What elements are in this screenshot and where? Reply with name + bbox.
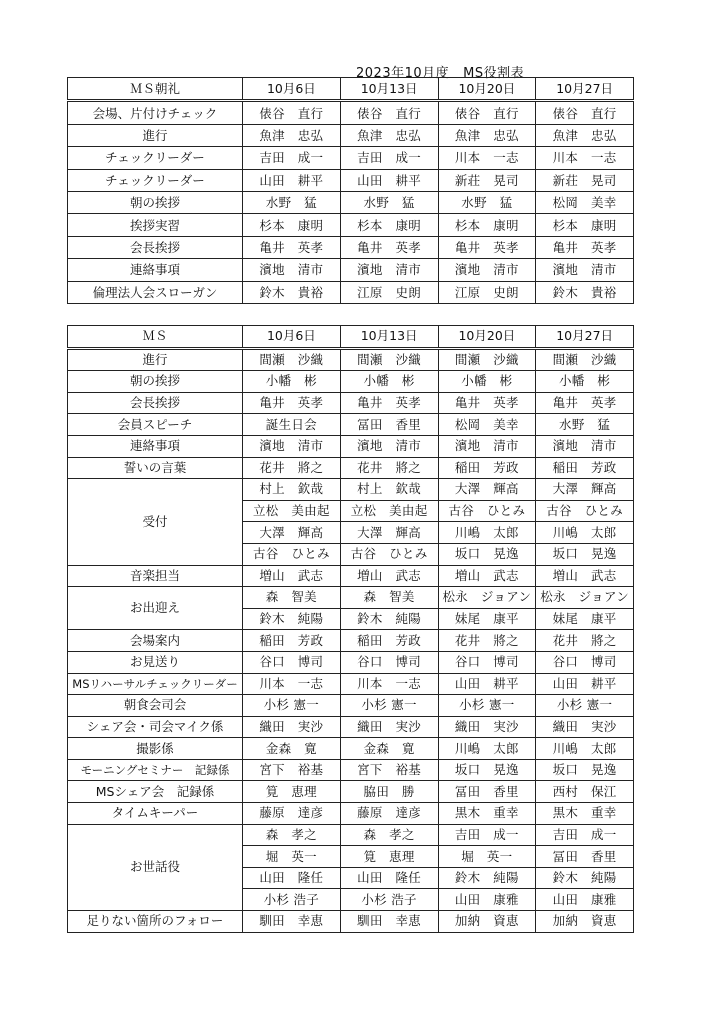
role-label: 会長挨拶 <box>68 236 243 258</box>
name-cell: 川本 一志 <box>340 673 438 695</box>
table-row <box>68 457 634 479</box>
name-cell: 冨田 香里 <box>438 781 536 803</box>
name-cell: 坂口 晃逸 <box>536 543 634 565</box>
name-cell: 大澤 輝高 <box>536 479 634 501</box>
name-cell: 亀井 英孝 <box>243 392 341 414</box>
name-cell: 花井 將之 <box>536 630 634 652</box>
name-cell: 冨田 香里 <box>536 846 634 868</box>
name-cell: 亀井 英孝 <box>340 392 438 414</box>
name-cell: 稲田 芳政 <box>438 457 536 479</box>
name-cell: 山田 康雅 <box>536 889 634 911</box>
name-cell: 宮下 裕基 <box>243 759 341 781</box>
name-cell: 杉本 康明 <box>243 214 341 236</box>
name-cell: 川本 一志 <box>536 147 634 169</box>
table-row <box>68 651 634 673</box>
name-cell: 坂口 晃逸 <box>438 759 536 781</box>
table-row <box>68 371 634 393</box>
title-year-month: 2023年10月度 <box>356 66 450 81</box>
name-cell: 小杉 憲一 <box>536 695 634 717</box>
name-cell: 山田 隆任 <box>340 867 438 889</box>
name-cell: 加納 資恵 <box>536 911 634 933</box>
ms-roles-table <box>67 325 634 933</box>
role-label: 音楽担当 <box>68 565 243 587</box>
role-label: お出迎え <box>68 587 243 630</box>
name-cell: 坂口 晃逸 <box>438 543 536 565</box>
role-label: チェックリーダー <box>68 147 243 169</box>
role-label: シェア会・司会マイク係 <box>68 716 243 738</box>
name-cell: 増山 武志 <box>536 565 634 587</box>
name-cell: 杉本 康明 <box>536 214 634 236</box>
name-cell: 金森 寛 <box>340 738 438 760</box>
name-cell: 山田 隆任 <box>243 867 341 889</box>
role-label: 足りない箇所のフォロー <box>68 911 243 933</box>
name-cell: 誕生日会 <box>243 414 341 436</box>
name-cell: 古谷 ひとみ <box>243 543 341 565</box>
name-cell: 松岡 美幸 <box>438 414 536 436</box>
name-cell: 金森 寛 <box>243 738 341 760</box>
name-cell: 織田 実沙 <box>340 716 438 738</box>
name-cell: 大澤 輝高 <box>438 479 536 501</box>
name-cell: 西村 保江 <box>536 781 634 803</box>
table-row <box>68 824 634 846</box>
name-cell: 鈴木 純陽 <box>536 867 634 889</box>
name-cell: 亀井 英孝 <box>438 236 536 258</box>
date-header: 10月13日 <box>340 78 438 101</box>
name-cell: 間瀬 沙織 <box>340 348 438 371</box>
name-cell: 山田 耕平 <box>243 169 341 191</box>
name-cell: 小杉 憲一 <box>243 695 341 717</box>
name-cell: 鈴木 貴裕 <box>243 281 341 303</box>
name-cell: 魚津 忠弘 <box>243 124 341 146</box>
name-cell: 鈴木 純陽 <box>243 608 341 630</box>
table-header-row <box>68 326 634 349</box>
name-cell: 立松 美由起 <box>340 500 438 522</box>
table-row <box>68 124 634 146</box>
name-cell: 織田 実沙 <box>243 716 341 738</box>
name-cell: 魚津 忠弘 <box>536 124 634 146</box>
name-cell: 濱地 清市 <box>340 435 438 457</box>
table-row <box>68 169 634 191</box>
name-cell: 水野 猛 <box>340 191 438 213</box>
name-cell: 亀井 英孝 <box>340 236 438 258</box>
table-row <box>68 392 634 414</box>
role-label: タイムキーパー <box>68 803 243 825</box>
date-header: 10月20日 <box>438 326 536 349</box>
name-cell: 水野 猛 <box>243 191 341 213</box>
name-cell: 稲田 芳政 <box>340 630 438 652</box>
name-cell: 脇田 勝 <box>340 781 438 803</box>
role-label: MSシェア会 記録係 <box>68 781 243 803</box>
table-row <box>68 781 634 803</box>
table-row <box>68 565 634 587</box>
name-cell: 川本 一志 <box>243 673 341 695</box>
name-cell: 新荘 晃司 <box>438 169 536 191</box>
table-row <box>68 414 634 436</box>
date-header: 10月27日 <box>536 78 634 101</box>
table-row <box>68 214 634 236</box>
name-cell: 川嶋 太郎 <box>438 738 536 760</box>
role-label: 朝の挨拶 <box>68 371 243 393</box>
name-cell: 坂口 晃逸 <box>536 759 634 781</box>
name-cell: 俵谷 直行 <box>243 101 341 124</box>
name-cell: 黒木 重幸 <box>536 803 634 825</box>
name-cell: 立松 美由起 <box>243 500 341 522</box>
name-cell: 山田 耕平 <box>340 169 438 191</box>
name-cell: 谷口 博司 <box>536 651 634 673</box>
title-name: MS役割表 <box>463 66 525 81</box>
role-label: MSリハーサルチェックリーダー <box>68 673 243 695</box>
date-header: 10月6日 <box>243 326 341 349</box>
name-cell: 濱地 清市 <box>536 259 634 281</box>
name-cell: 俵谷 直行 <box>536 101 634 124</box>
name-cell: 筧 恵理 <box>340 846 438 868</box>
name-cell: 亀井 英孝 <box>536 236 634 258</box>
name-cell: 魚津 忠弘 <box>438 124 536 146</box>
name-cell: 松永 ジョアン <box>438 587 536 609</box>
name-cell: 新荘 晃司 <box>536 169 634 191</box>
name-cell: 増山 武志 <box>438 565 536 587</box>
name-cell: 鈴木 純陽 <box>438 867 536 889</box>
name-cell: 松永 ジョアン <box>536 587 634 609</box>
name-cell: 増山 武志 <box>340 565 438 587</box>
name-cell: 川嶋 太郎 <box>536 522 634 544</box>
name-cell: 堀 英一 <box>438 846 536 868</box>
name-cell: 古谷 ひとみ <box>340 543 438 565</box>
name-cell: 堀 英一 <box>243 846 341 868</box>
name-cell: 間瀬 沙織 <box>243 348 341 371</box>
name-cell: 森 智美 <box>243 587 341 609</box>
name-cell: 間瀬 沙織 <box>536 348 634 371</box>
name-cell: 織田 実沙 <box>438 716 536 738</box>
name-cell: 森 孝之 <box>243 824 341 846</box>
name-cell: 古谷 ひとみ <box>536 500 634 522</box>
date-header: 10月6日 <box>243 78 341 101</box>
table-row <box>68 435 634 457</box>
name-cell: 花井 將之 <box>340 457 438 479</box>
name-cell: 鈴木 貴裕 <box>536 281 634 303</box>
name-cell: 間瀬 沙織 <box>438 348 536 371</box>
name-cell: 川嶋 太郎 <box>536 738 634 760</box>
role-label: 挨拶実習 <box>68 214 243 236</box>
table1-header-label: ＭＳ朝礼 <box>68 78 243 101</box>
name-cell: 水野 猛 <box>438 191 536 213</box>
name-cell: 谷口 博司 <box>340 651 438 673</box>
name-cell: 濱地 清市 <box>438 435 536 457</box>
name-cell: 森 孝之 <box>340 824 438 846</box>
name-cell: 川本 一志 <box>438 147 536 169</box>
table-row <box>68 803 634 825</box>
name-cell: 谷口 博司 <box>438 651 536 673</box>
name-cell: 小杉 浩子 <box>340 889 438 911</box>
name-cell: 杉本 康明 <box>438 214 536 236</box>
name-cell: 織田 実沙 <box>536 716 634 738</box>
name-cell: 宮下 裕基 <box>340 759 438 781</box>
name-cell: 古谷 ひとみ <box>438 500 536 522</box>
name-cell: 妹尾 康平 <box>438 608 536 630</box>
role-label: 会員スピーチ <box>68 414 243 436</box>
name-cell: 小杉 憲一 <box>340 695 438 717</box>
name-cell: 藤原 達彦 <box>340 803 438 825</box>
role-label: 会長挨拶 <box>68 392 243 414</box>
role-label: 朝の挨拶 <box>68 191 243 213</box>
name-cell: 花井 將之 <box>438 630 536 652</box>
table-row <box>68 281 634 303</box>
name-cell: 濱地 清市 <box>438 259 536 281</box>
table-row <box>68 479 634 501</box>
name-cell: 亀井 英孝 <box>243 236 341 258</box>
table-row <box>68 695 634 717</box>
name-cell: 冨田 香里 <box>340 414 438 436</box>
name-cell: 俵谷 直行 <box>438 101 536 124</box>
name-cell: 松岡 美幸 <box>536 191 634 213</box>
name-cell: 濱地 清市 <box>243 259 341 281</box>
name-cell: 吉田 成一 <box>438 824 536 846</box>
name-cell: 山田 耕平 <box>438 673 536 695</box>
role-label: 連絡事項 <box>68 259 243 281</box>
name-cell: 馴田 幸恵 <box>340 911 438 933</box>
name-cell: 水野 猛 <box>536 414 634 436</box>
table-row <box>68 259 634 281</box>
name-cell: 川嶋 太郎 <box>438 522 536 544</box>
table-row <box>68 101 634 124</box>
role-label: 連絡事項 <box>68 435 243 457</box>
name-cell: 濱地 清市 <box>340 259 438 281</box>
name-cell: 黒木 重幸 <box>438 803 536 825</box>
table-row <box>68 348 634 371</box>
name-cell: 山田 康雅 <box>438 889 536 911</box>
name-cell: 江原 史朗 <box>340 281 438 303</box>
name-cell: 大澤 輝高 <box>243 522 341 544</box>
role-label: お世話役 <box>68 824 243 910</box>
name-cell: 谷口 博司 <box>243 651 341 673</box>
table-row <box>68 147 634 169</box>
name-cell: 花井 將之 <box>243 457 341 479</box>
name-cell: 妹尾 康平 <box>536 608 634 630</box>
name-cell: 稲田 芳政 <box>243 630 341 652</box>
table-row <box>68 759 634 781</box>
name-cell: 稲田 芳政 <box>536 457 634 479</box>
role-label: 進行 <box>68 124 243 146</box>
role-label: 受付 <box>68 479 243 565</box>
role-label: モーニングセミナー 記録係 <box>68 759 243 781</box>
name-cell: 亀井 英孝 <box>438 392 536 414</box>
name-cell: 加納 資恵 <box>438 911 536 933</box>
name-cell: 吉田 成一 <box>243 147 341 169</box>
table2-header-label: ＭＳ <box>68 326 243 349</box>
date-header: 10月27日 <box>536 326 634 349</box>
role-label: 会場案内 <box>68 630 243 652</box>
name-cell: 山田 耕平 <box>536 673 634 695</box>
role-label: お見送り <box>68 651 243 673</box>
name-cell: 筧 恵理 <box>243 781 341 803</box>
date-header: 10月20日 <box>438 78 536 101</box>
table-row <box>68 911 634 933</box>
name-cell: 村上 欽哉 <box>340 479 438 501</box>
table-row <box>68 630 634 652</box>
role-label: 進行 <box>68 348 243 371</box>
name-cell: 亀井 英孝 <box>536 392 634 414</box>
name-cell: 森 智美 <box>340 587 438 609</box>
name-cell: 杉本 康明 <box>340 214 438 236</box>
name-cell: 魚津 忠弘 <box>340 124 438 146</box>
table-row <box>68 673 634 695</box>
name-cell: 小幡 彬 <box>340 371 438 393</box>
name-cell: 藤原 達彦 <box>243 803 341 825</box>
name-cell: 江原 史朗 <box>438 281 536 303</box>
name-cell: 小杉 浩子 <box>243 889 341 911</box>
name-cell: 村上 欽哉 <box>243 479 341 501</box>
table-row <box>68 236 634 258</box>
name-cell: 増山 武志 <box>243 565 341 587</box>
role-label: 誓いの言葉 <box>68 457 243 479</box>
name-cell: 俵谷 直行 <box>340 101 438 124</box>
name-cell: 馴田 幸恵 <box>243 911 341 933</box>
role-label: 倫理法人会スローガン <box>68 281 243 303</box>
name-cell: 鈴木 純陽 <box>340 608 438 630</box>
role-label: 会場、片付けチェック <box>68 101 243 124</box>
name-cell: 小幡 彬 <box>243 371 341 393</box>
role-label: 撮影係 <box>68 738 243 760</box>
role-label: 朝食会司会 <box>68 695 243 717</box>
date-header: 10月13日 <box>340 326 438 349</box>
name-cell: 濱地 清市 <box>243 435 341 457</box>
role-label: チェックリーダー <box>68 169 243 191</box>
name-cell: 小幡 彬 <box>536 371 634 393</box>
table-row <box>68 716 634 738</box>
table-row <box>68 587 634 609</box>
ms-morning-meeting-table <box>67 77 634 304</box>
name-cell: 吉田 成一 <box>340 147 438 169</box>
name-cell: 小杉 憲一 <box>438 695 536 717</box>
table-header-row <box>68 78 634 101</box>
name-cell: 濱地 清市 <box>536 435 634 457</box>
name-cell: 小幡 彬 <box>438 371 536 393</box>
table-row <box>68 738 634 760</box>
name-cell: 吉田 成一 <box>536 824 634 846</box>
name-cell: 大澤 輝高 <box>340 522 438 544</box>
table-row <box>68 191 634 213</box>
